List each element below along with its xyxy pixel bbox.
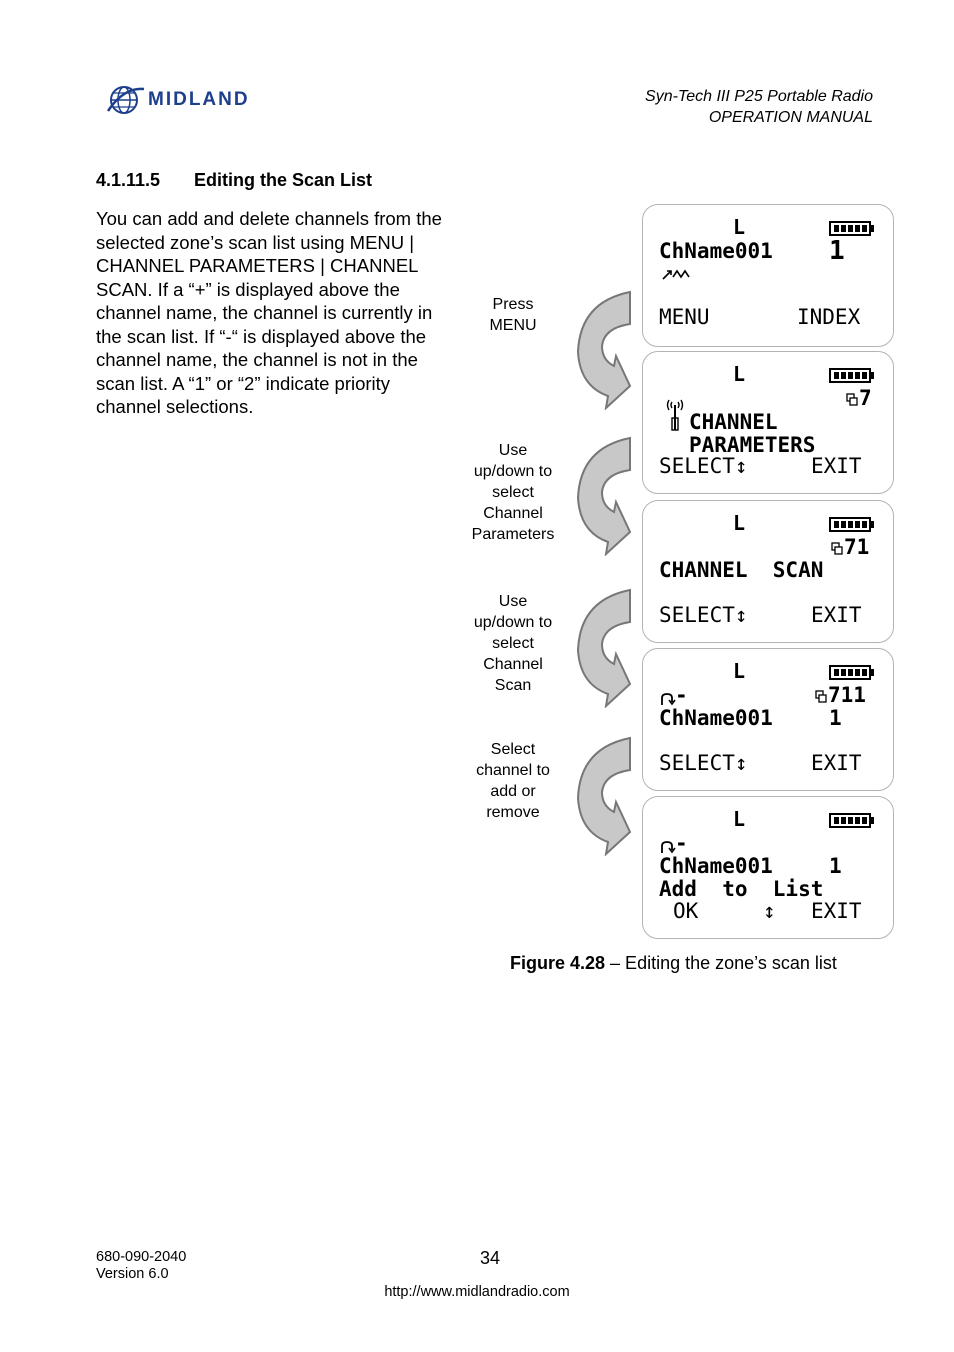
menu-title: CHANNEL SCAN	[659, 558, 824, 582]
doc-version: Version 6.0	[96, 1266, 169, 1282]
globe-icon	[106, 81, 146, 119]
menu-level: 71	[844, 535, 870, 559]
channel-name: ChName001	[659, 854, 773, 878]
channel-number: 1	[829, 706, 842, 730]
running-header	[645, 86, 873, 128]
softkey-right: EXIT	[811, 899, 862, 923]
menu-level-icon	[831, 542, 843, 556]
power-level-indicator: L	[733, 511, 746, 535]
section-heading	[96, 170, 372, 191]
power-level-indicator: L	[733, 659, 746, 683]
softkey-left: SELECT↕	[659, 603, 748, 627]
channel-number: 1	[829, 236, 845, 266]
header-product: Syn-Tech III P25 Portable Radio	[645, 88, 873, 105]
scan-signal-icon	[661, 267, 691, 281]
curved-arrow-icon	[574, 588, 634, 708]
antenna-icon	[665, 396, 685, 432]
softkey-right: EXIT	[811, 454, 862, 478]
softkey-left: OK	[673, 899, 699, 923]
battery-icon	[829, 665, 875, 680]
softkey-left: SELECT↕	[659, 751, 748, 775]
menu-level: 7	[859, 386, 872, 410]
curved-arrow-icon	[574, 290, 634, 410]
power-level-indicator: L	[733, 807, 746, 831]
action-prompt: Add to List	[659, 877, 824, 901]
softkey-right: INDEX	[797, 305, 861, 329]
footer-doc-info	[96, 1249, 186, 1283]
figure-text: – Editing the zone’s scan list	[605, 953, 837, 973]
battery-icon	[829, 368, 875, 383]
page-number: 34	[480, 1248, 501, 1268]
step-label-1: Press MENU	[489, 296, 537, 334]
channel-number: 1	[829, 854, 842, 878]
channel-name: ChName001	[659, 706, 773, 730]
battery-icon	[829, 813, 875, 828]
step-label-3: Use up/down to select Channel Scan	[473, 593, 553, 694]
menu-title-line1: CHANNEL	[689, 410, 778, 434]
lcd-screen-menu	[642, 204, 894, 347]
curved-arrow-icon	[574, 436, 634, 556]
menu-level-icon	[815, 690, 827, 704]
section-title: Editing the Scan List	[194, 170, 373, 190]
battery-icon	[829, 517, 875, 532]
footer-url: http://www.midlandradio.com	[384, 1284, 570, 1300]
battery-icon	[829, 221, 875, 236]
softkey-right: EXIT	[811, 603, 862, 627]
lcd-screen-select-channel	[642, 648, 894, 791]
lcd-screen-channel-parameters	[642, 351, 894, 494]
updown-indicator: ↕	[763, 899, 776, 923]
midland-logo	[106, 80, 306, 120]
logo-wordmark: MIDLAND	[148, 89, 250, 110]
softkey-right: EXIT	[811, 751, 862, 775]
figure-label: Figure 4.28	[510, 953, 606, 973]
figure-caption	[510, 953, 837, 974]
curved-arrow-icon	[574, 736, 634, 856]
doc-number: 680-090-2040	[96, 1249, 187, 1265]
channel-name: ChName001	[659, 239, 773, 263]
section-number: 4.1.11.5	[96, 170, 161, 190]
scan-status: -	[675, 683, 688, 707]
power-level-indicator: L	[733, 362, 746, 386]
menu-title-line2: PARAMETERS	[689, 433, 816, 457]
header-manual: OPERATION MANUAL	[708, 109, 873, 126]
softkey-left: SELECT↕	[659, 454, 748, 478]
body-paragraph: You can add and delete channels from the selected zone’s scan list using MENU | CHANNEL PARAMETERS | CHANNEL SCAN. If a “+” is displayed above the channel name, the channel is currently in the scan list. If “-“ is displayed above the channel name, the channel is not in the scan list. A “1” or “2” indicate priority channel selections.	[96, 208, 442, 417]
softkey-left: MENU	[659, 305, 710, 329]
menu-level-icon	[846, 393, 858, 407]
power-level-indicator: L	[733, 215, 746, 239]
step-label-4: Select channel to add or remove	[476, 741, 550, 821]
step-label-2: Use up/down to select Channel Parameters	[471, 442, 555, 543]
scan-status: -	[675, 831, 688, 855]
lcd-screen-add-to-list	[642, 796, 894, 939]
lcd-screen-channel-scan	[642, 500, 894, 643]
menu-level: 711	[828, 683, 866, 707]
